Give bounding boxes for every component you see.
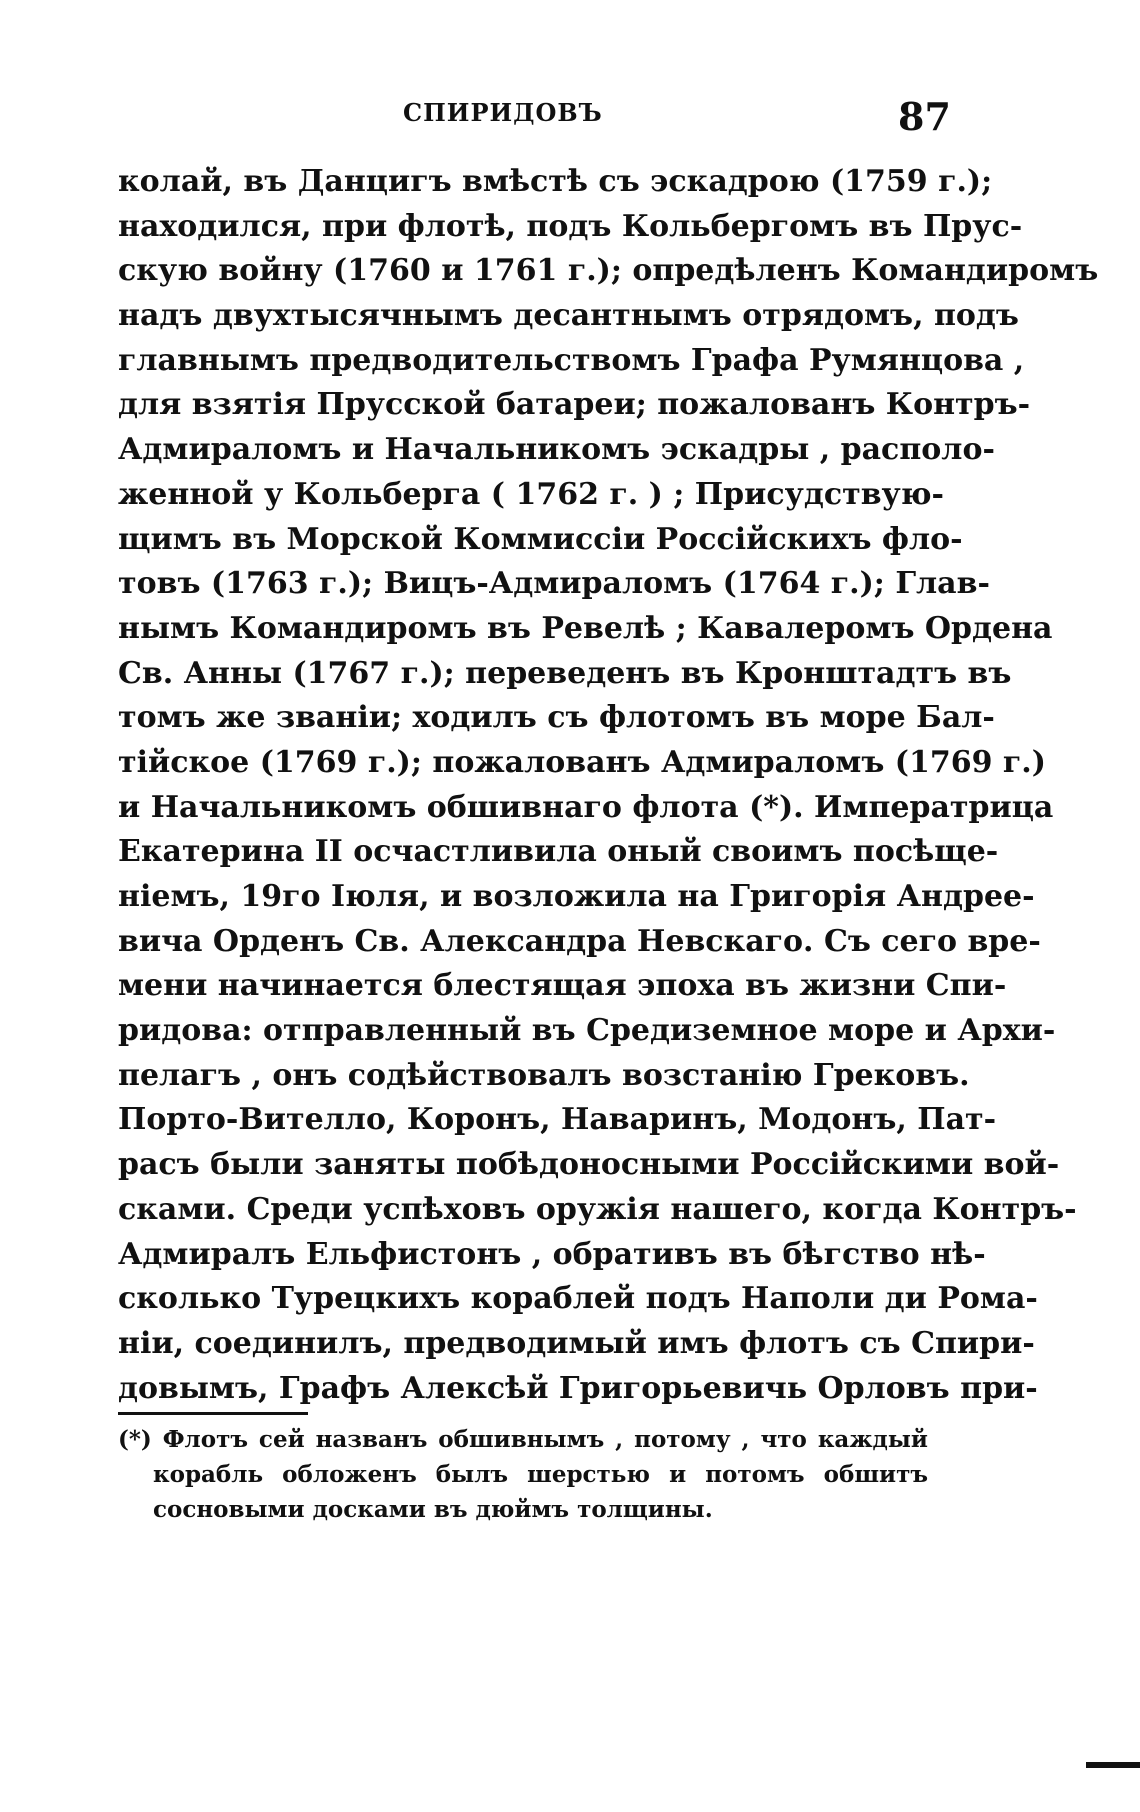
text-line: и Начальникомъ обшивнаго флота (*). Императрица xyxy=(118,789,1054,825)
text-line: Адмираломъ и Начальникомъ эскадры , располо- xyxy=(118,432,995,468)
footnote-line: корабль обложенъ былъ шерстью и потомъ обшитъ xyxy=(153,1461,928,1488)
text-line: Порто-Вителло, Коронъ, Наваринъ, Модонъ, Пат- xyxy=(118,1102,997,1138)
text-line: нымъ Командиромъ въ Ревелѣ ; Кавалеромъ Ордена xyxy=(118,610,1053,646)
page-edge-mark xyxy=(1086,1762,1140,1768)
body-text xyxy=(118,160,1099,1411)
text-line: расъ были заняты побѣдоносными Россійскими вой- xyxy=(118,1147,1060,1183)
running-head: СПИРИДОВЪ xyxy=(403,98,603,127)
footnote-line: сосновыми досками въ дюймъ толщины. xyxy=(153,1496,713,1523)
text-line: довымъ, Графъ Алексѣй Григорьевичь Орловъ при- xyxy=(118,1370,1038,1406)
text-line: сками. Среди успѣховъ оружія нашего, когда Контръ- xyxy=(118,1191,1077,1227)
text-line: ридова: отправленный въ Средиземное море и Архи- xyxy=(118,1013,1056,1049)
text-line: надъ двухтысячнымъ десантнымъ отрядомъ, подъ xyxy=(118,298,1019,334)
text-line: женной у Кольберга ( 1762 г. ) ; Присудствую- xyxy=(118,476,944,512)
text-line: вича Орденъ Св. Александра Невскаго. Съ сего вре- xyxy=(118,923,1041,959)
footnote xyxy=(118,1422,928,1527)
text-line: мени начинается блестящая эпоха въ жизни Спи- xyxy=(118,968,1007,1004)
text-line: товъ (1763 г.); Вицъ-Адмираломъ (1764 г.); Глав- xyxy=(118,566,990,602)
text-line: главнымъ предводительствомъ Графа Румянцова , xyxy=(118,342,1025,378)
text-line: находился, при флотѣ, подъ Кольбергомъ въ Прус- xyxy=(118,208,1023,244)
text-line: для взятія Прусской батареи; пожалованъ Контръ- xyxy=(118,387,1031,423)
footnote-rule xyxy=(118,1412,308,1415)
text-line: сколько Турецкихъ кораблей подъ Наполи ди Рома- xyxy=(118,1281,1038,1317)
text-line: ніемъ, 19го Іюля, и возложила на Григорія Андрее- xyxy=(118,879,1035,914)
text-line: пелагъ , онъ содѣйствовалъ возстанію Грековъ. xyxy=(118,1057,970,1093)
text-line: тійское (1769 г.); пожалованъ Адмираломъ (1769 г.) xyxy=(118,744,1046,780)
text-line: томъ же званіи; ходилъ съ флотомъ въ море Бал- xyxy=(118,700,995,736)
text-line: щимъ въ Морской Коммиссіи Россійскихъ фло- xyxy=(118,521,963,557)
text-line: колай, въ Данцигъ вмѣстѣ съ эскадрою (1759 г.); xyxy=(118,164,993,199)
text-line: скую войну (1760 и 1761 г.); опредѣленъ Командиромъ xyxy=(118,253,1099,289)
page-number: 87 xyxy=(898,94,951,139)
footnote-line: (*) Флотъ сей названъ обшивнымъ , потому , что каждый xyxy=(118,1426,928,1453)
text-line: ніи, соединилъ, предводимый имъ флотъ съ Спири- xyxy=(118,1325,1035,1361)
text-line: Екатерина II осчастливила оный своимъ посѣще- xyxy=(118,834,999,870)
text-line: Адмиралъ Ельфистонъ , обративъ въ бѣгство нѣ- xyxy=(118,1236,986,1272)
text-line: Св. Анны (1767 г.); переведенъ въ Кронштадтъ въ xyxy=(118,655,1012,691)
